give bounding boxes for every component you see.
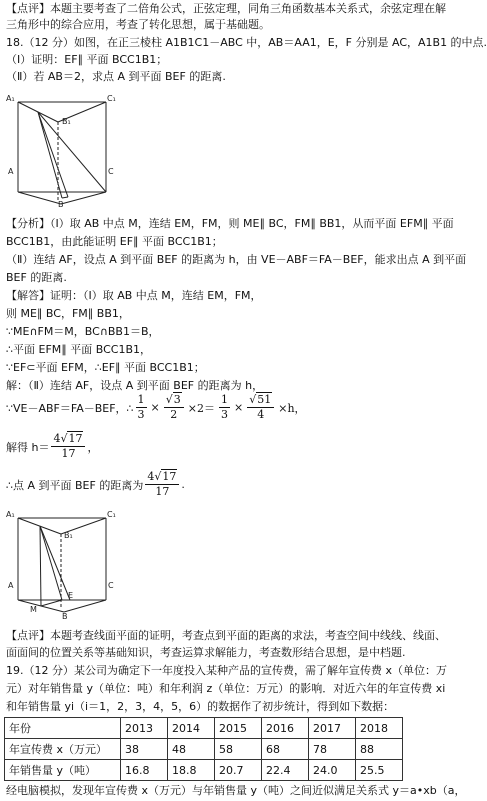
table-cell: 25.5 xyxy=(356,760,403,781)
table-cell: 2017 xyxy=(309,718,356,739)
fraction-sqrt3-2: $\frac{√3}{2}$ xyxy=(164,393,184,422)
table-cell: 18.8 xyxy=(168,760,215,781)
analysis-line-4: BEF 的距离. xyxy=(6,271,67,284)
fraction-1-3-b: $\frac{1}{3}$ xyxy=(221,393,228,421)
solution-line-3: ∵ME∩FM＝M，BC∩BB1＝B， xyxy=(6,325,160,338)
table-cell: 2016 xyxy=(262,718,309,739)
problem-18-part2: （Ⅱ）若 AB＝2，求点 A 到平面 BEF 的距离. xyxy=(6,70,226,83)
comment-line-1: 【点评】本题主要考查了二倍角公式，正弦定理，同角三角函数基本关系式，余弦定理在解 xyxy=(6,2,446,15)
table-cell: 2015 xyxy=(215,718,262,739)
table-cell: 年宣传费 x（万元） xyxy=(5,739,121,760)
label2-a1: A₁ xyxy=(6,510,15,519)
label2-a: A xyxy=(8,581,14,590)
problem-18-statement: 18.（12 分）如图，在正三棱柱 A1B1C1－ABC 中，AB＝AA1，E，F 分别是 AC，A1B1 的中点. xyxy=(6,36,487,49)
table-cell: 年销售量 y（吨） xyxy=(5,760,121,781)
label-a: A xyxy=(8,167,14,176)
label-b1: B₁ xyxy=(62,117,71,126)
data-table xyxy=(4,717,403,781)
table-cell: 2014 xyxy=(168,718,215,739)
table-cell: 2018 xyxy=(356,718,403,739)
fraction-1-3-a: $\frac{1}{3}$ xyxy=(137,393,145,421)
label2-m: M xyxy=(30,605,37,614)
comment2-line-2: 面面间的位置关系等基础知识，考查运算求解能力，考查数形结合思想，是中档题. xyxy=(6,646,406,659)
table-cell: 38 xyxy=(121,739,168,760)
comment-line-2: 三角形中的综合应用，考查了转化思想，属于基础题。 xyxy=(6,18,270,31)
eq2-prefix: 解得 h＝ xyxy=(6,440,50,454)
solution-line-4: ∴平面 EFM∥ 平面 BCC1B1， xyxy=(6,343,152,356)
table-cell: 68 xyxy=(262,739,309,760)
analysis-line-2: BCC1B1，由此能证明 EF∥ 平面 BCC1B1； xyxy=(6,235,223,248)
table-cell: 88 xyxy=(356,739,403,760)
eq1-prefix: ∵VE－ABF＝FA－BEF，∴ xyxy=(6,401,134,415)
table-cell: 78 xyxy=(309,739,356,760)
table-cell: 24.0 xyxy=(309,760,356,781)
table-cell: 年份 xyxy=(5,718,121,739)
comment2-line-1: 【点评】本题考查线面平面的证明，考查点到平面的距离的求法，考查空间中线线、线面、 xyxy=(6,629,446,642)
prism-figure-2 xyxy=(6,508,121,620)
distance-conclusion: ∴点 A 到平面 BEF 的距离为 $\frac{4√17}{17}$ . xyxy=(6,470,185,498)
table-cell: 2013 xyxy=(121,718,168,739)
analysis-line-1: 【分析】（Ⅰ）取 AB 中点 M，连结 EM，FM，则 ME∥ BC，FM∥ BB1，从而平面 EFM∥ 平面 xyxy=(6,217,454,230)
table-cell: 16.8 xyxy=(121,760,168,781)
label2-b: B xyxy=(62,612,68,620)
table-cell: 22.4 xyxy=(262,760,309,781)
problem-18-part1: （Ⅰ）证明：EF∥ 平面 BCC1B1； xyxy=(6,53,168,66)
analysis-line-3: （Ⅱ）连结 AF，设点 A 到平面 BEF 的距离为 h，由 VE－ABF＝FA－BEF，能求出点 A 到平面 xyxy=(6,253,467,266)
problem-19-line-3: 和年销售量 yi（i＝1，2，3，4，5，6）的数据作了初步统计，得到如下数据： xyxy=(6,700,395,713)
label-a1: A₁ xyxy=(6,94,15,103)
label-c1: C₁ xyxy=(107,94,116,103)
prism-figure-1 xyxy=(6,92,116,207)
table-row xyxy=(5,739,403,760)
fraction-4sqrt17-17-b: $\frac{4√17}{17}$ xyxy=(145,470,179,499)
solution-line-6: 解：（Ⅱ）连结 AF，设点 A 到平面 BEF 的距离为 h， xyxy=(6,379,264,392)
table-row xyxy=(5,760,403,781)
problem-19-line-1: 19.（12 分）某公司为确定下一年度投入某种产品的宣传费，需了解年宣传费 x（单位：万 xyxy=(6,664,447,677)
label2-b1: B₁ xyxy=(64,531,73,540)
problem-19-line-4: 经电脑模拟，发现年宣传费 x（万元）与年销售量 y（吨）之间近似满足关系式 y＝a•xb（a， xyxy=(6,784,466,797)
table-cell: 20.7 xyxy=(215,760,262,781)
fraction-4sqrt17-17-a: $\frac{4√17}{17}$ xyxy=(51,432,85,461)
label2-e: E xyxy=(68,591,74,600)
fraction-sqrt51-4: $\frac{√51}{4}$ xyxy=(247,393,274,422)
h-solution: 解得 h＝ $\frac{4√17}{17}$ ， xyxy=(6,432,99,460)
label-b: B xyxy=(58,200,64,207)
solution-line-2: 则 ME∥ BC，FM∥ BB1， xyxy=(6,307,130,320)
solution-line-5: ∵EF⊂平面 EFM，∴EF∥ 平面 BCC1B1； xyxy=(6,361,205,374)
eq3-prefix: ∴点 A 到平面 BEF 的距离为 xyxy=(6,478,144,492)
label-c: C xyxy=(108,167,114,176)
problem-19-line-2: 元）对年销售量 y（单位：吨）和年利润 z（单位：万元）的影响．对近六年的年宣传费 xi xyxy=(6,682,446,695)
label2-c1: C₁ xyxy=(107,510,116,519)
table-cell: 48 xyxy=(168,739,215,760)
volume-equation: ∵VE－ABF＝FA－BEF，∴ $\frac{1}{3}$ × $\frac{√3}{2}$ ×2＝ $\frac{1}{3}$ × $\frac{√51}{4}$ ×h， xyxy=(6,393,306,421)
label2-c: C xyxy=(108,581,114,590)
table-row xyxy=(5,718,403,739)
solution-line-1: 【解答】证明：（Ⅰ）取 AB 中点 M，连结 EM，FM， xyxy=(6,289,262,302)
table-cell: 58 xyxy=(215,739,262,760)
